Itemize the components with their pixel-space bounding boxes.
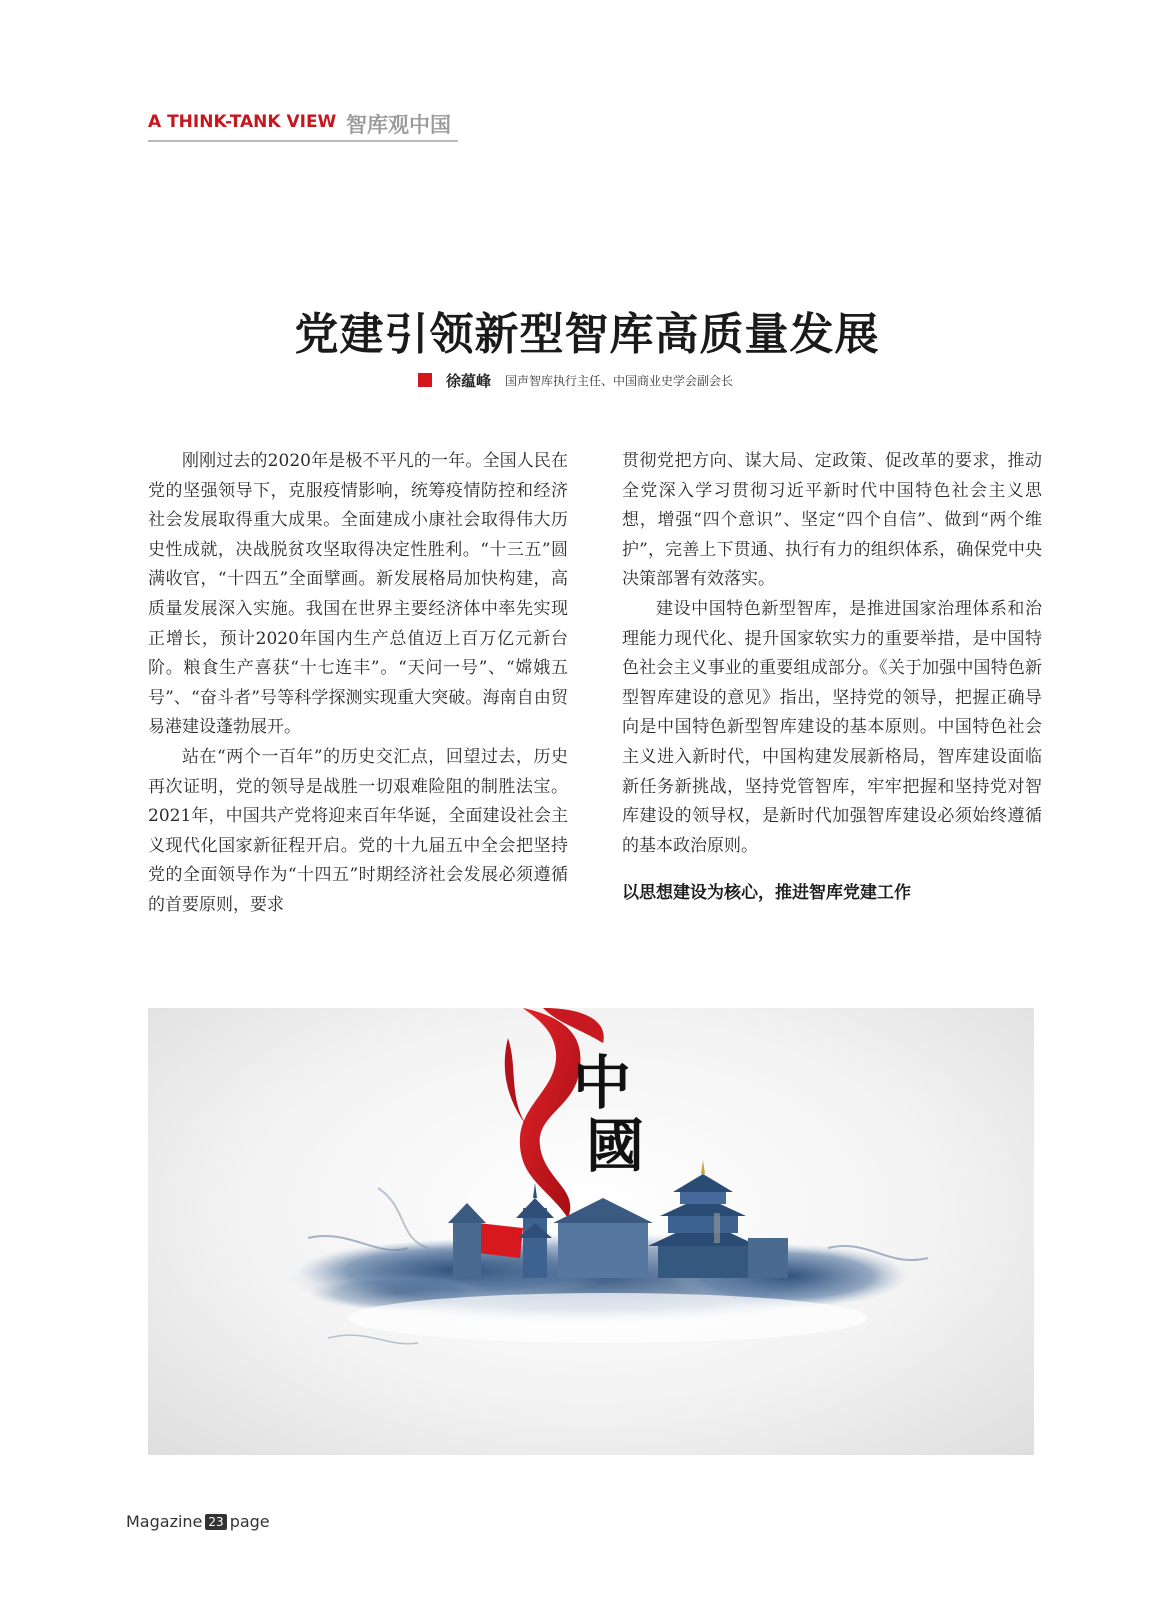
section-header <box>148 108 458 142</box>
china-landmarks-illustration <box>148 1008 1034 1455</box>
section-subheading: 以思想建设为核心，推进智库党建工作 <box>622 883 911 904</box>
china-illustration <box>148 1008 1034 1455</box>
paragraph-continuation: 贯彻党把方向、谋大局、定政策、促改革的要求，推动全党深入学习贯彻习近平新时代中国特色社会主义思想，增强“四个意识”、坚定“四个自信”、做到“两个维护”，完善上下贯通、执行有力的组织体系，确保党中央决策部署有效落实。 <box>622 451 1042 590</box>
calligraphy-guo: 國 <box>586 1112 645 1180</box>
author-affiliation: 国声智库执行主任、中国商业史学会副会长 <box>505 373 734 388</box>
vertical-inscription-icon <box>714 1213 720 1243</box>
calligraphy-zhong: 中 <box>573 1049 632 1117</box>
footer-prefix: Magazine <box>126 1512 203 1531</box>
text-column-right <box>622 447 1042 909</box>
footer-suffix: page <box>229 1512 270 1531</box>
text-column-left <box>148 447 568 921</box>
byline <box>418 370 733 390</box>
author-name: 徐蕴峰 <box>446 371 492 390</box>
article-title: 党建引领新型智库高质量发展 <box>294 309 880 360</box>
paragraph: 刚刚过去的2020年是极不平凡的一年。全国人民在党的坚强领导下，克服疫情影响，统筹疫情防控和经济社会发展取得重大成果。全面建成小康社会取得伟大历史性成就，决战脱贫攻坚取得决定性胜利。“十三五”圆满收官，“十四五”全面擘画。新发展格局加快构建，高质量发展深入实施。我国在世界主要经济体中率先实现正增长，预计2020年国内生产总值迈上百万亿元新台阶。粮食生产喜获“十七连丰”。“天问一号”、“嫦娥五号”、“奋斗者”号等科学探测实现重大突破。海南自由贸易港建设蓬勃展开。 <box>148 451 568 738</box>
red-square-icon <box>418 373 432 387</box>
paragraph: 建设中国特色新型智库，是推进国家治理体系和治理能力现代化、提升国家软实力的重要举措，是中国特色社会主义事业的重要组成部分。《关于加强中国特色新型智库建设的意见》指出，坚持党的领导，把握正确导向是中国特色新型智库建设的基本原则。中国特色社会主义进入新时代，中国构建发展新格局，智库建设面临新任务新挑战，坚持党管智库，牢牢把握和坚持党对智库建设的领导权，是新时代加强智库建设必须始终遵循的基本政治原则。 <box>622 598 1042 856</box>
section-header-en: A THINK-TANK VIEW <box>148 112 337 132</box>
page-number: 23 <box>205 1514 226 1530</box>
section-header-cn: 智库观中国 <box>346 113 451 137</box>
page-footer <box>126 1512 270 1531</box>
paragraph: 站在“两个一百年”的历史交汇点，回望过去，历史再次证明，党的领导是战胜一切艰难险阻的制胜法宝。2021年，中国共产党将迎来百年华诞，全面建设社会主义现代化国家新征程开启。党的十九届五中全会把坚持党的全面领导作为“十四五”时期经济社会发展必须遵循的首要原则，要求 <box>148 746 568 915</box>
